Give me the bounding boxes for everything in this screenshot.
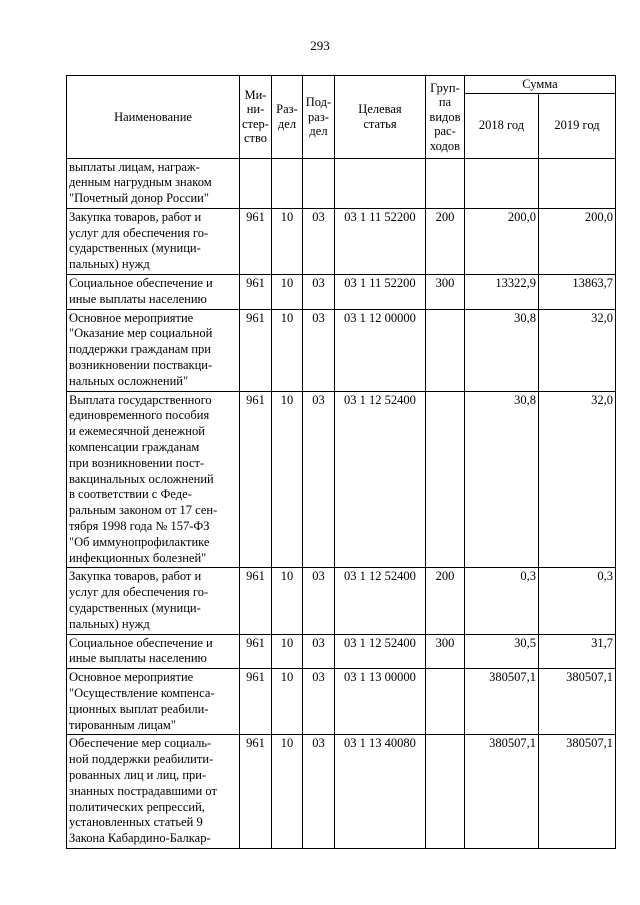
cell-ministry: 961 [240, 309, 272, 391]
cell-sum-2019: 31,7 [538, 634, 615, 669]
cell-sum-2019: 380507,1 [538, 669, 615, 735]
cell-ministry: 961 [240, 208, 272, 274]
cell-target: 03 1 13 40080 [334, 735, 425, 849]
cell-sum-2018: 0,3 [464, 568, 538, 634]
table-row [67, 309, 616, 391]
cell-sum-2018: 30,5 [464, 634, 538, 669]
table-body [67, 158, 616, 848]
table-header [67, 76, 616, 159]
cell-ministry: 961 [240, 634, 272, 669]
cell-section: 10 [271, 208, 302, 274]
cell-sum-2019: 32,0 [538, 309, 615, 391]
cell-sum-2018: 380507,1 [464, 669, 538, 735]
cell-group [425, 309, 464, 391]
cell-group [425, 669, 464, 735]
cell-target: 03 1 12 52400 [334, 568, 425, 634]
cell-group [425, 391, 464, 568]
header-year-2019: 2019 год [538, 93, 615, 158]
cell-sum-2019: 32,0 [538, 391, 615, 568]
header-sum: Сумма [464, 76, 615, 94]
cell-subsection: 03 [302, 735, 334, 849]
table-row [67, 391, 616, 568]
table-row [67, 669, 616, 735]
cell-target [334, 158, 425, 208]
cell-name: Закупка товаров, работ и услуг для обеспечения го- сударственных (муници- пальных) нужд [67, 568, 240, 634]
cell-section: 10 [271, 391, 302, 568]
cell-sum-2018: 380507,1 [464, 735, 538, 849]
cell-subsection: 03 [302, 568, 334, 634]
cell-name: Основное мероприятие "Осуществление компенса- ционных выплат реабили- тированным лицам" [67, 669, 240, 735]
table-row [67, 634, 616, 669]
cell-group: 200 [425, 208, 464, 274]
header-ministry: Ми- ни- стер- ство [240, 76, 272, 159]
cell-group [425, 735, 464, 849]
cell-name: Основное мероприятие "Оказание мер социальной поддержки гражданам при возникновении поствакци- нальных осложнений" [67, 309, 240, 391]
cell-target: 03 1 11 52200 [334, 208, 425, 274]
cell-sum-2018: 200,0 [464, 208, 538, 274]
table-row [67, 158, 616, 208]
cell-name: Выплата государственного единовременного пособия и ежемесячной денежной компенсации гражданам при возникновении пост- вакцинальных осложнений в соответствии с Феде- ральным законом от 17 сен- тября 1998 года № 157-ФЗ "Об иммунопрофилактике инфекционных болезней" [67, 391, 240, 568]
cell-group [425, 158, 464, 208]
cell-section: 10 [271, 309, 302, 391]
cell-sum-2018: 30,8 [464, 309, 538, 391]
cell-subsection [302, 158, 334, 208]
cell-ministry [240, 158, 272, 208]
cell-target: 03 1 12 52400 [334, 634, 425, 669]
header-target: Целевая статья [334, 76, 425, 159]
cell-ministry: 961 [240, 568, 272, 634]
cell-group: 300 [425, 634, 464, 669]
cell-ministry: 961 [240, 275, 272, 310]
header-section: Раз- дел [271, 76, 302, 159]
cell-target: 03 1 12 00000 [334, 309, 425, 391]
cell-ministry: 961 [240, 735, 272, 849]
cell-name: выплаты лицам, награж- денным нагрудным знаком "Почетный донор России" [67, 158, 240, 208]
cell-sum-2019: 0,3 [538, 568, 615, 634]
cell-group: 200 [425, 568, 464, 634]
cell-group: 300 [425, 275, 464, 310]
cell-sum-2019: 200,0 [538, 208, 615, 274]
cell-ministry: 961 [240, 669, 272, 735]
cell-target: 03 1 13 00000 [334, 669, 425, 735]
cell-target: 03 1 12 52400 [334, 391, 425, 568]
table-row [67, 208, 616, 274]
budget-table [66, 75, 616, 849]
cell-sum-2018 [464, 158, 538, 208]
header-name: Наименование [67, 76, 240, 159]
cell-name: Социальное обеспечение и иные выплаты населению [67, 634, 240, 669]
cell-sum-2019: 13863,7 [538, 275, 615, 310]
cell-ministry: 961 [240, 391, 272, 568]
table-row [67, 275, 616, 310]
cell-subsection: 03 [302, 669, 334, 735]
table-row [67, 735, 616, 849]
cell-section: 10 [271, 275, 302, 310]
cell-section [271, 158, 302, 208]
header-group: Груп- па видов рас- ходов [425, 76, 464, 159]
cell-subsection: 03 [302, 309, 334, 391]
cell-sum-2019 [538, 158, 615, 208]
cell-name: Обеспечение мер социаль- ной поддержки реабилити- рованных лиц и лиц, при- знанных пострадавшими от политических репрессий, установленных статьей 9 Закона Кабардино-Балкар- [67, 735, 240, 849]
cell-sum-2019: 380507,1 [538, 735, 615, 849]
table-row [67, 568, 616, 634]
header-year-2018: 2018 год [464, 93, 538, 158]
header-subsection: Под- раз- дел [302, 76, 334, 159]
cell-section: 10 [271, 568, 302, 634]
page-number: 293 [310, 38, 330, 53]
cell-section: 10 [271, 634, 302, 669]
cell-subsection: 03 [302, 634, 334, 669]
cell-sum-2018: 13322,9 [464, 275, 538, 310]
cell-name: Социальное обеспечение и иные выплаты населению [67, 275, 240, 310]
cell-subsection: 03 [302, 275, 334, 310]
cell-subsection: 03 [302, 391, 334, 568]
cell-target: 03 1 11 52200 [334, 275, 425, 310]
cell-name: Закупка товаров, работ и услуг для обеспечения го- сударственных (муници- пальных) нужд [67, 208, 240, 274]
cell-section: 10 [271, 735, 302, 849]
cell-section: 10 [271, 669, 302, 735]
cell-subsection: 03 [302, 208, 334, 274]
cell-sum-2018: 30,8 [464, 391, 538, 568]
